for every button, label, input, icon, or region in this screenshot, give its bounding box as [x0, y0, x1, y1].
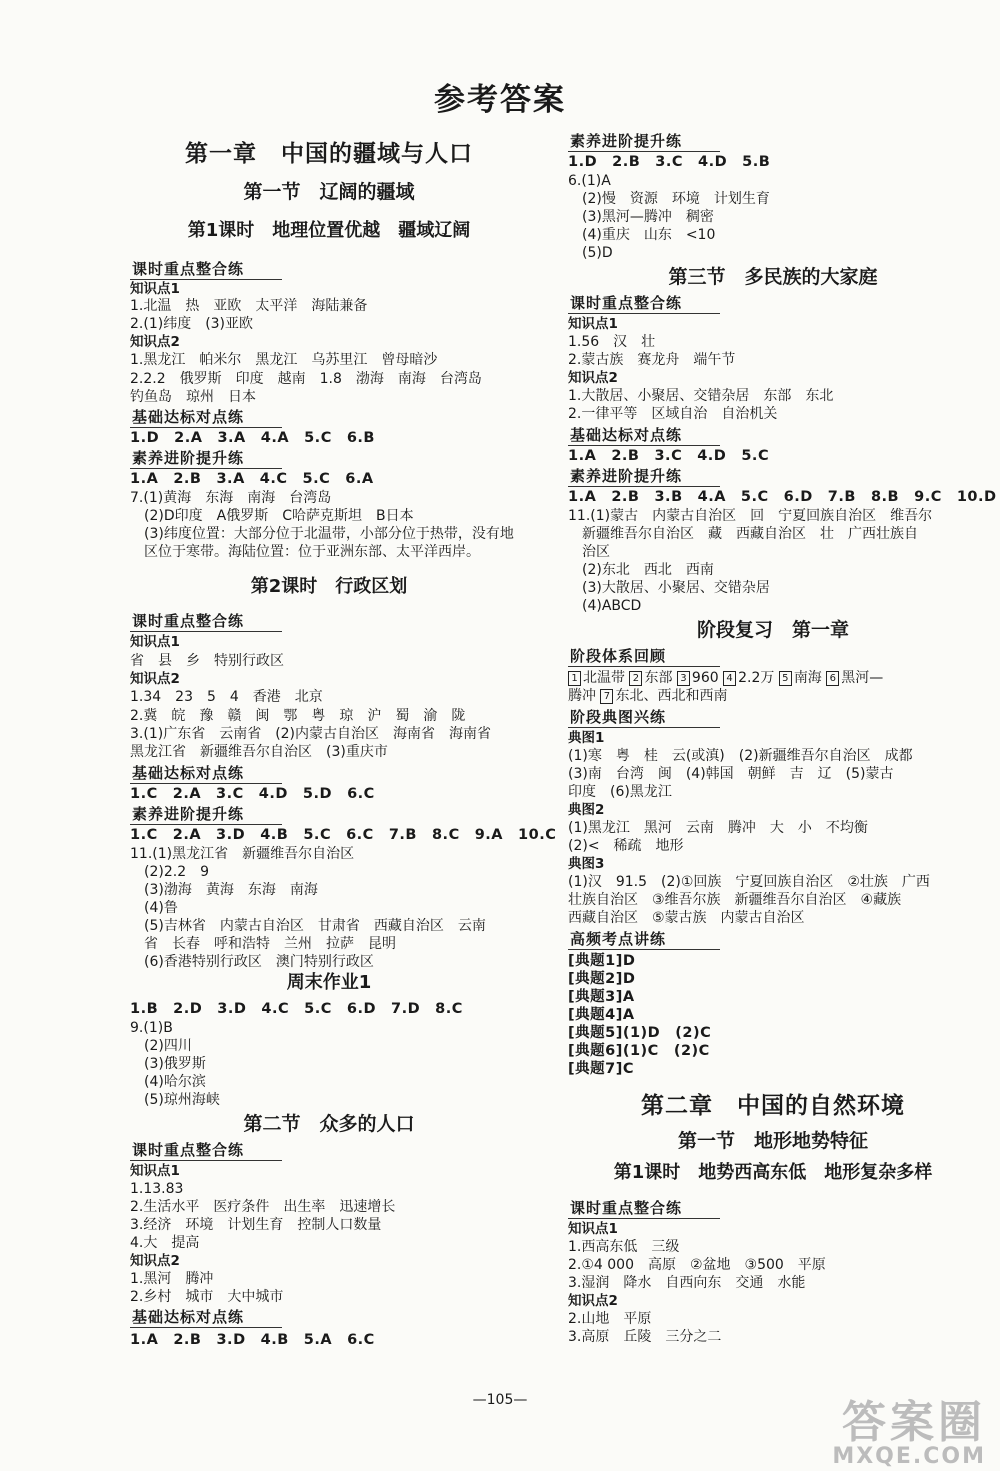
section-band: 基础达标对点练 — [130, 1307, 282, 1328]
section-band: 课时重点整合练 — [568, 1198, 720, 1219]
watermark-site-text: MXQE.COM — [832, 1444, 986, 1469]
figure-label: 典图2 — [568, 802, 605, 818]
answer-line: 11.(1)蒙古 内蒙古自治区 回 宁夏回族自治区 维吾尔 — [568, 508, 933, 524]
section-band: 课时重点整合练 — [568, 293, 720, 314]
answer-line: 1.A 2.B 3.B 4.A 5.C 6.D 7.B 8.B 9.C 10.D — [568, 489, 997, 505]
answer-line: 2.一律平等 区域自治 自治机关 — [568, 406, 778, 422]
knowledge-point-label: 知识点2 — [130, 1253, 180, 1269]
knowledge-point-label: 知识点2 — [130, 671, 180, 687]
number-box: 1 — [568, 671, 581, 686]
lesson-title: 第1课时 地势西高东低 地形复杂多样 — [613, 1162, 933, 1183]
answer-line: (4)哈尔滨 — [144, 1074, 206, 1090]
answer-line: 1.C 2.A 3.C 4.D 5.D 6.C — [130, 786, 375, 802]
answer-line: 4.大 提高 — [130, 1235, 200, 1251]
answer-line: [典题6](1)C (2)C — [568, 1043, 710, 1059]
answer-line: 区位于寒带。海陆位置：位于亚洲东部、太平洋西岸。 — [144, 544, 480, 560]
answer-line: 1.黑河 腾冲 — [130, 1271, 214, 1287]
answer-text: 北温带 — [583, 670, 625, 686]
section-band: 高频考点讲练 — [568, 929, 720, 950]
section-band: 课时重点整合练 — [130, 611, 282, 632]
answer-line: 2.山地 平原 — [568, 1311, 652, 1327]
answer-line: 壮族自治区 ③维吾尔族 新疆维吾尔自治区 ④藏族 — [568, 892, 902, 908]
answer-line: 3.(1)广东省 云南省 (2)内蒙古自治区 海南省 海南省 — [130, 726, 492, 742]
answer-text: 南海 — [793, 670, 822, 686]
answer-line: 2.(1)纬度 (3)亚欧 — [130, 316, 254, 332]
answer-line — [568, 687, 727, 705]
section-title: 第三节 多民族的大家庭 — [668, 266, 878, 288]
section-title: 第一节 辽阔的疆域 — [243, 181, 415, 203]
answer-line: 1.D 2.A 3.A 4.A 5.C 6.B — [130, 430, 375, 446]
page-title: 参考答案 — [434, 82, 566, 118]
answer-line: (3)渤海 黄海 东海 南海 — [144, 882, 318, 898]
answer-line: [典题4]A — [568, 1007, 635, 1023]
answer-line: 2.冀 皖 豫 赣 闽 鄂 粤 琼 沪 蜀 渝 陇 — [130, 708, 466, 724]
section-title: 第一节 地形地势特征 — [677, 1130, 868, 1152]
page-number: —105— — [472, 1392, 528, 1408]
answer-line: (2)< 稀疏 地形 — [568, 838, 684, 854]
answer-text: 960 — [691, 670, 719, 686]
number-box: 7 — [600, 689, 613, 704]
answer-line: 1.D 2.B 3.C 4.D 5.B — [568, 154, 771, 170]
answer-line: 省 县 乡 特别行政区 — [130, 653, 284, 669]
answer-text: 2.2万 — [738, 670, 775, 686]
answer-line: (3)黑河—腾冲 稠密 — [582, 209, 714, 225]
answer-line: (4)重庆 山东 <10 — [582, 227, 716, 243]
section-band: 基础达标对点练 — [130, 763, 282, 784]
knowledge-point-label: 知识点2 — [568, 370, 618, 386]
answer-line: [典题7]C — [568, 1061, 634, 1077]
answer-line: [典题2]D — [568, 971, 636, 987]
number-box: 4 — [723, 671, 736, 686]
section-band: 课时重点整合练 — [130, 1140, 282, 1161]
answer-line: 2.乡村 城市 大中城市 — [130, 1289, 284, 1305]
answer-line: 1.北温 热 亚欧 太平洋 海陆兼备 — [130, 298, 368, 314]
knowledge-point-label: 知识点2 — [568, 1293, 618, 1309]
answer-line: 1.A 2.B 3.C 4.D 5.C — [568, 448, 770, 464]
number-box: 5 — [779, 671, 792, 686]
answer-line: 1.C 2.A 3.D 4.B 5.C 6.C 7.B 8.C 9.A 10.C — [130, 827, 557, 843]
answer-line: 1.黑龙江 帕米尔 黑龙江 乌苏里江 曾母暗沙 — [130, 352, 438, 368]
answer-line: 2.生活水平 医疗条件 出生率 迅速增长 — [130, 1199, 396, 1215]
answer-line: (4)鲁 — [144, 900, 178, 916]
figure-label: 典图3 — [568, 856, 605, 872]
number-box: 2 — [629, 671, 642, 686]
answer-line: 2.蒙古族 赛龙舟 端午节 — [568, 352, 736, 368]
answer-line: (5)琼州海峡 — [144, 1092, 220, 1108]
number-box: 3 — [677, 671, 690, 686]
knowledge-point-label: 知识点1 — [130, 1163, 180, 1179]
answer-line — [568, 669, 883, 687]
answer-line: 新疆维吾尔自治区 藏 西藏自治区 壮 广西壮族自 — [582, 526, 918, 542]
section-band: 基础达标对点练 — [130, 407, 282, 428]
section-band: 基础达标对点练 — [568, 425, 720, 446]
answer-line: 9.(1)B — [130, 1020, 173, 1036]
answer-line: 1.B 2.D 3.D 4.C 5.C 6.D 7.D 8.C — [130, 1001, 463, 1017]
answer-line: (6)香港特别行政区 澳门特别行政区 — [144, 954, 374, 970]
answer-line: (4)ABCD — [582, 598, 642, 614]
answer-line: 7.(1)黄海 东海 南海 台湾岛 — [130, 490, 332, 506]
knowledge-point-label: 知识点1 — [130, 634, 180, 650]
knowledge-point-label: 知识点1 — [568, 316, 618, 332]
lesson-title: 第2课时 行政区划 — [250, 576, 408, 597]
knowledge-point-label: 知识点1 — [130, 281, 180, 297]
chapter-title: 第一章 中国的疆域与人口 — [185, 141, 473, 167]
answer-line: 印度 (6)黑龙江 — [568, 784, 672, 800]
answer-line: 1.西高东低 三级 — [568, 1239, 680, 1255]
answer-line: (3)大散居、小聚居、交错杂居 — [582, 580, 770, 596]
answer-line: (5)D — [582, 245, 613, 261]
answer-line: 治区 — [582, 544, 610, 560]
answer-line: [典题1]D — [568, 953, 636, 969]
answer-line: (3)俄罗斯 — [144, 1056, 206, 1072]
answer-text: 东部 — [644, 670, 673, 686]
answer-line: 西藏自治区 ⑤蒙古族 内蒙古自治区 — [568, 910, 805, 926]
section-title: 第二节 众多的人口 — [243, 1113, 415, 1135]
answer-line: 1.A 2.B 3.D 4.B 5.A 6.C — [130, 1332, 375, 1348]
answer-line: 1.56 汉 壮 — [568, 334, 656, 350]
number-box: 6 — [826, 671, 839, 686]
answer-line: 11.(1)黑龙江省 新疆维吾尔自治区 — [130, 846, 355, 862]
answer-line: (3)南 台湾 闽 (4)韩国 朝鲜 吉 辽 (5)蒙古 — [568, 766, 894, 782]
section-band: 素养进阶提升练 — [568, 131, 720, 152]
watermark-logo-text: 答案圈 — [842, 1397, 986, 1448]
answer-text: 黑河— — [841, 670, 884, 686]
answer-line: 钓鱼岛 琼州 日本 — [130, 389, 256, 405]
answer-line: (2)慢 资源 环境 计划生育 — [582, 191, 770, 207]
answer-line: (1)汉 91.5 (2)①回族 宁夏回族自治区 ②壮族 广西 — [568, 874, 930, 890]
answer-line: 黑龙江省 新疆维吾尔自治区 (3)重庆市 — [130, 744, 388, 760]
review-title: 阶段复习 第一章 — [696, 619, 849, 641]
answer-line: 2.2.2 俄罗斯 印度 越南 1.8 渤海 南海 台湾岛 — [130, 371, 482, 387]
answer-line: 1.34 23 5 4 香港 北京 — [130, 689, 323, 705]
answer-line: 6.(1)A — [568, 173, 611, 189]
watermark-logo — [736, 1397, 986, 1469]
answer-line: 1.A 2.B 3.A 4.C 5.C 6.A — [130, 471, 374, 487]
answer-line: 2.①4 000 高原 ②盆地 ③500 平原 — [568, 1257, 826, 1273]
answer-line: [典题3]A — [568, 989, 635, 1005]
knowledge-point-label: 知识点2 — [130, 334, 180, 350]
answer-line: (5)吉林省 内蒙古自治区 甘肃省 西藏自治区 云南 — [144, 918, 486, 934]
answer-text: 腾冲 — [568, 688, 596, 704]
answer-line: (1)寒 粤 桂 云(或滇) (2)新疆维吾尔自治区 成都 — [568, 748, 913, 764]
section-band: 素养进阶提升练 — [130, 804, 282, 825]
answer-line: 3.湿润 降水 自西向东 交通 水能 — [568, 1275, 806, 1291]
section-band: 阶段典图兴练 — [568, 707, 720, 728]
answer-line: (3)纬度位置：大部分位于北温带，小部分位于热带，没有地 — [144, 526, 514, 542]
answer-line: 1.大散居、小聚居、交错杂居 东部 东北 — [568, 388, 834, 404]
answer-line: 3.高原 丘陵 三分之二 — [568, 1329, 722, 1345]
lesson-title: 第1课时 地理位置优越 疆域辽阔 — [187, 220, 471, 241]
answer-line: (2)D印度 A俄罗斯 C哈萨克斯坦 B日本 — [144, 508, 414, 524]
answer-line: (1)黑龙江 黑河 云南 腾冲 大 小 不均衡 — [568, 820, 868, 836]
answer-text: 东北、西北和西南 — [615, 688, 728, 704]
answer-line: (2)四川 — [144, 1038, 192, 1054]
section-band: 素养进阶提升练 — [568, 466, 720, 487]
section-band: 阶段体系回顾 — [568, 646, 720, 667]
chapter-title: 第二章 中国的自然环境 — [641, 1093, 905, 1119]
answer-line: (2)东北 西北 西南 — [582, 562, 714, 578]
answer-line: (2)2.2 9 — [144, 864, 210, 880]
knowledge-point-label: 知识点1 — [568, 1221, 618, 1237]
answer-line: 1.13.83 — [130, 1181, 184, 1197]
lesson-title: 周末作业1 — [286, 972, 372, 993]
answer-line: 省 长春 呼和浩特 兰州 拉萨 昆明 — [144, 936, 396, 952]
figure-label: 典图1 — [568, 730, 605, 746]
answer-line: 3.经济 环境 计划生育 控制人口数量 — [130, 1217, 382, 1233]
section-band: 课时重点整合练 — [130, 259, 282, 280]
answer-line: [典题5](1)D (2)C — [568, 1025, 712, 1041]
section-band: 素养进阶提升练 — [130, 448, 282, 469]
